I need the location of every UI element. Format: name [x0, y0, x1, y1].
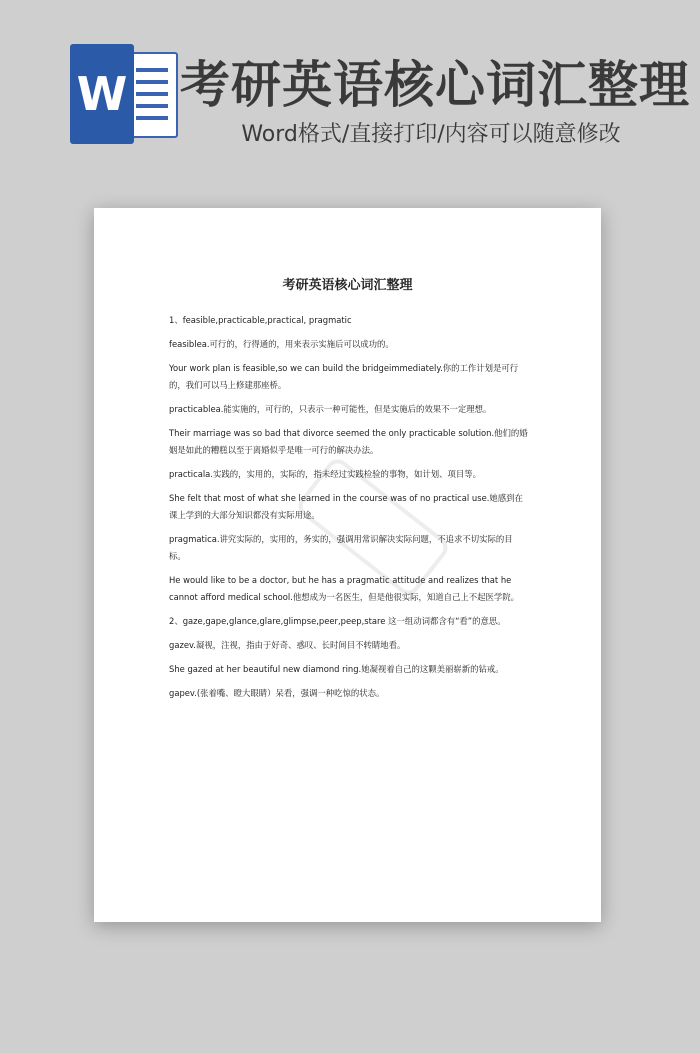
paragraph: 2、gaze,gape,glance,glare,glimpse,peer,peep,stare 这一组动词都含有“看”的意思。 — [169, 616, 506, 626]
header-banner — [0, 0, 700, 190]
document-title: 考研英语核心词汇整理 — [282, 278, 413, 293]
paragraph: Your work plan is feasible,so we can build the bridgeimmediately.你的工作计划是可行的，我们可以马上修建那座桥。 — [169, 363, 519, 390]
paragraph: gapev.(张着嘴、瞪大眼睛）呆看，强调一种吃惊的状态。 — [169, 688, 385, 698]
paragraph: 1、feasible,practicable,practical, pragmatic — [169, 315, 352, 325]
document-page — [94, 208, 601, 922]
paragraph: gazev.凝视，注视，指由于好奇、惑叹、长时间目不转睛地看。 — [169, 640, 406, 650]
word-logo-letter: W — [70, 44, 134, 144]
paragraph: pragmatica.讲究实际的，实用的，务实的，强调用常识解决实际问题，不追求不切实际的目标。 — [169, 534, 513, 561]
paragraph: feasiblea.可行的，行得通的，用来表示实施后可以成功的。 — [169, 339, 394, 349]
word-icon — [70, 44, 180, 144]
paragraph: practicablea.能实施的，可行的，只表示一种可能性，但是实施后的效果不一定理想。 — [169, 404, 492, 414]
document-body — [169, 312, 529, 709]
paragraph: She gazed at her beautiful new diamond ring.她凝视着自己的这颗美丽崭新的钻戒。 — [169, 664, 504, 674]
paragraph: She felt that most of what she learned in the course was of no practical use.她感到在课上学到的大部分知识都没有实际用途。 — [169, 493, 523, 520]
banner-subtitle: Word格式/直接打印/内容可以随意修改 — [241, 122, 621, 147]
paragraph: Their marriage was so bad that divorce seemed the only practicable solution.他们的婚姻是如此的糟糕以至于离婚似乎是唯一可行的解决办法。 — [169, 428, 528, 455]
paragraph: He would like to be a doctor, but he has a pragmatic attitude and realizes that he cannot afford medical school.他想成为一名医生，但是他很实际，知道自己上不起医学院。 — [169, 575, 520, 602]
paragraph: practicala.实践的，实用的，实际的，指未经过实践检验的事物，如计划、项目等。 — [169, 469, 481, 479]
banner-title: 考研英语核心词汇整理 — [180, 56, 690, 114]
